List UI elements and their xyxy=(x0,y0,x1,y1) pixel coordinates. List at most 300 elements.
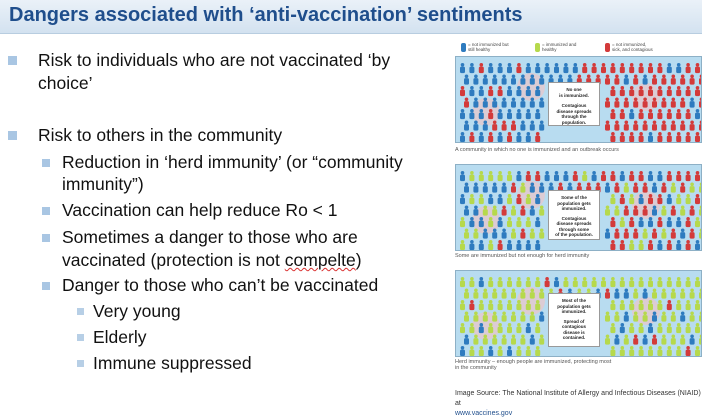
person-figure xyxy=(661,206,666,216)
person-figure xyxy=(620,109,625,119)
bullet-item: Risk to individuals who are not vaccinated ‘by xyxy=(38,49,390,72)
person-figure xyxy=(614,229,619,239)
bullet-marker xyxy=(77,360,84,367)
person-figure xyxy=(526,323,531,333)
person-figure xyxy=(686,323,691,333)
person-figure xyxy=(507,194,512,204)
person-figure xyxy=(535,300,540,310)
person-figure xyxy=(652,312,657,322)
person-figure xyxy=(516,171,521,181)
person-figure xyxy=(502,335,507,345)
person-figure xyxy=(526,217,531,227)
person-figure xyxy=(460,171,465,181)
person-figure xyxy=(605,229,610,239)
person-figure xyxy=(657,63,662,73)
person-figure xyxy=(633,289,638,299)
person-figure xyxy=(520,183,525,193)
person-figure xyxy=(671,229,676,239)
person-figure xyxy=(479,109,484,119)
person-figure xyxy=(601,63,606,73)
person-figure xyxy=(511,98,516,108)
person-figure xyxy=(667,109,672,119)
person-figure xyxy=(686,346,691,356)
person-figure xyxy=(680,229,685,239)
person-figure xyxy=(643,121,648,131)
person-figure xyxy=(633,183,638,193)
person-figure xyxy=(479,217,484,227)
person-icon xyxy=(461,43,466,52)
person-figure xyxy=(605,206,610,216)
person-figure xyxy=(639,132,644,142)
person-figure xyxy=(492,206,497,216)
person-figure xyxy=(690,335,695,345)
bullet-marker xyxy=(42,234,50,242)
person-figure xyxy=(530,312,535,322)
person-figure xyxy=(661,98,666,108)
person-figure xyxy=(629,300,634,310)
person-figure xyxy=(680,98,685,108)
person-figure xyxy=(671,98,676,108)
person-figure xyxy=(460,346,465,356)
person-figure xyxy=(643,312,648,322)
person-figure xyxy=(530,183,535,193)
person-figure xyxy=(690,98,695,108)
person-figure xyxy=(624,75,629,85)
person-figure xyxy=(498,323,503,333)
person-figure xyxy=(657,346,662,356)
person-figure xyxy=(620,323,625,333)
person-figure xyxy=(614,335,619,345)
person-figure xyxy=(690,183,695,193)
person-figure xyxy=(633,98,638,108)
sub-sub-bullet-item: Immune suppressed xyxy=(93,352,252,375)
person-figure xyxy=(473,335,478,345)
person-figure xyxy=(620,171,625,181)
person-figure xyxy=(690,229,695,239)
person-figure xyxy=(648,132,653,142)
person-figure xyxy=(639,277,644,287)
person-figure xyxy=(492,183,497,193)
person-figure xyxy=(492,121,497,131)
person-figure xyxy=(695,217,700,227)
person-figure xyxy=(699,312,701,322)
person-figure xyxy=(667,86,672,96)
person-figure xyxy=(671,335,676,345)
person-figure xyxy=(667,63,672,73)
person-figure xyxy=(516,63,521,73)
person-figure xyxy=(652,121,657,131)
person-figure xyxy=(695,171,700,181)
person-figure xyxy=(652,75,657,85)
person-figure xyxy=(676,277,681,287)
legend-red: = not immunized, sick, and contagious xyxy=(605,42,653,52)
person-figure xyxy=(614,121,619,131)
person-figure xyxy=(535,323,540,333)
bullet-marker xyxy=(8,56,17,65)
person-figure xyxy=(680,206,685,216)
person-figure xyxy=(671,75,676,85)
person-figure xyxy=(652,98,657,108)
legend-green: = immunized and healthy xyxy=(535,42,576,52)
bullet-marker xyxy=(42,207,50,215)
person-figure xyxy=(498,132,503,142)
person-figure xyxy=(535,217,540,227)
person-figure xyxy=(690,75,695,85)
person-figure xyxy=(488,63,493,73)
person-figure xyxy=(483,289,488,299)
person-figure xyxy=(652,289,657,299)
person-figure xyxy=(610,171,615,181)
person-figure xyxy=(605,183,610,193)
person-figure xyxy=(610,63,615,73)
person-figure xyxy=(498,109,503,119)
person-figure xyxy=(610,346,615,356)
person-figure xyxy=(464,312,469,322)
person-figure xyxy=(498,240,503,250)
person-figure xyxy=(464,206,469,216)
person-figure xyxy=(686,217,691,227)
person-figure xyxy=(648,277,653,287)
person-figure xyxy=(629,194,634,204)
person-figure xyxy=(624,335,629,345)
person-figure xyxy=(516,109,521,119)
person-figure xyxy=(511,289,516,299)
person-figure xyxy=(488,323,493,333)
person-figure xyxy=(488,109,493,119)
person-figure xyxy=(657,240,662,250)
person-figure xyxy=(695,346,700,356)
person-figure xyxy=(676,63,681,73)
person-figure xyxy=(460,217,465,227)
title-bar xyxy=(0,0,702,34)
person-figure xyxy=(507,346,512,356)
person-figure xyxy=(699,206,701,216)
person-figure xyxy=(498,300,503,310)
person-figure xyxy=(535,194,540,204)
panel-1-caption: A community in which no one is immunized and an outbreak occurs xyxy=(455,147,619,153)
person-figure xyxy=(629,63,634,73)
person-figure xyxy=(479,300,484,310)
panel-2-callout: Some of the population gets immunized. Contagious disease spreads through some of the population. xyxy=(548,190,600,240)
person-figure xyxy=(469,132,474,142)
person-figure xyxy=(511,75,516,85)
person-figure xyxy=(629,132,634,142)
person-figure xyxy=(690,206,695,216)
person-figure xyxy=(498,171,503,181)
person-figure xyxy=(648,63,653,73)
person-figure xyxy=(582,171,587,181)
person-figure xyxy=(539,183,544,193)
person-figure xyxy=(661,312,666,322)
person-figure xyxy=(624,289,629,299)
person-figure xyxy=(648,300,653,310)
person-figure xyxy=(633,312,638,322)
person-figure xyxy=(648,171,653,181)
person-figure xyxy=(643,206,648,216)
person-figure xyxy=(652,183,657,193)
person-figure xyxy=(643,183,648,193)
person-figure xyxy=(643,289,648,299)
person-figure xyxy=(667,240,672,250)
person-figure xyxy=(633,121,638,131)
person-figure xyxy=(507,217,512,227)
person-figure xyxy=(473,289,478,299)
person-figure xyxy=(469,323,474,333)
person-figure xyxy=(657,132,662,142)
person-figure xyxy=(502,121,507,131)
person-figure xyxy=(460,109,465,119)
person-figure xyxy=(530,289,535,299)
person-figure xyxy=(511,206,516,216)
slide-title: Dangers associated with ‘anti-vaccination’ sentiments xyxy=(9,4,523,26)
panel-1-callout: No one is immunized. Contagious disease spreads through the population. xyxy=(548,82,600,126)
person-figure xyxy=(639,109,644,119)
person-figure xyxy=(695,277,700,287)
person-figure xyxy=(624,98,629,108)
person-figure xyxy=(686,300,691,310)
person-figure xyxy=(488,346,493,356)
person-figure xyxy=(699,289,701,299)
person-figure xyxy=(592,171,597,181)
person-figure xyxy=(483,206,488,216)
person-figure xyxy=(469,63,474,73)
person-figure xyxy=(507,132,512,142)
person-figure xyxy=(573,277,578,287)
person-figure xyxy=(629,346,634,356)
person-figure xyxy=(648,109,653,119)
person-figure xyxy=(676,346,681,356)
person-figure xyxy=(507,171,512,181)
person-figure xyxy=(526,63,531,73)
person-figure xyxy=(639,63,644,73)
person-figure xyxy=(699,98,701,108)
person-figure xyxy=(535,346,540,356)
person-figure xyxy=(648,194,653,204)
person-figure xyxy=(695,194,700,204)
person-figure xyxy=(479,277,484,287)
person-figure xyxy=(479,63,484,73)
person-figure xyxy=(652,206,657,216)
person-figure xyxy=(643,229,648,239)
person-figure xyxy=(676,217,681,227)
person-figure xyxy=(511,312,516,322)
person-figure xyxy=(601,277,606,287)
person-figure xyxy=(545,63,550,73)
person-figure xyxy=(464,335,469,345)
person-figure xyxy=(530,121,535,131)
person-figure xyxy=(488,86,493,96)
person-figure xyxy=(695,86,700,96)
person-figure xyxy=(592,277,597,287)
person-figure xyxy=(469,109,474,119)
person-figure xyxy=(520,289,525,299)
person-figure xyxy=(680,183,685,193)
person-figure xyxy=(657,323,662,333)
person-figure xyxy=(610,132,615,142)
person-figure xyxy=(624,229,629,239)
person-figure xyxy=(460,240,465,250)
person-figure xyxy=(530,98,535,108)
person-figure xyxy=(469,277,474,287)
person-figure xyxy=(539,206,544,216)
person-figure xyxy=(502,229,507,239)
person-figure xyxy=(502,289,507,299)
person-figure xyxy=(469,217,474,227)
panel-3-callout: Most of the population gets immunized. Spread of contagious disease is contained. xyxy=(548,293,600,347)
person-figure xyxy=(620,132,625,142)
person-figure xyxy=(511,121,516,131)
person-figure xyxy=(460,86,465,96)
person-figure xyxy=(614,75,619,85)
person-figure xyxy=(610,194,615,204)
person-figure xyxy=(614,206,619,216)
person-figure xyxy=(667,300,672,310)
person-figure xyxy=(667,194,672,204)
person-figure xyxy=(464,98,469,108)
person-figure xyxy=(516,277,521,287)
person-figure xyxy=(492,289,497,299)
person-figure xyxy=(620,63,625,73)
person-figure xyxy=(699,183,701,193)
person-figure xyxy=(605,98,610,108)
person-figure xyxy=(620,194,625,204)
bullet-marker xyxy=(77,334,84,341)
person-figure xyxy=(520,121,525,131)
person-figure xyxy=(563,277,568,287)
person-figure xyxy=(686,86,691,96)
person-figure xyxy=(620,217,625,227)
person-figure xyxy=(469,171,474,181)
person-figure xyxy=(639,171,644,181)
person-figure xyxy=(498,63,503,73)
person-figure xyxy=(473,183,478,193)
person-figure xyxy=(620,86,625,96)
person-figure xyxy=(676,300,681,310)
person-figure xyxy=(592,63,597,73)
person-figure xyxy=(492,75,497,85)
person-figure xyxy=(643,75,648,85)
person-figure xyxy=(502,75,507,85)
person-figure xyxy=(483,335,488,345)
figure-panel-1 xyxy=(455,56,702,143)
person-figure xyxy=(676,323,681,333)
person-figure xyxy=(639,217,644,227)
person-figure xyxy=(629,217,634,227)
person-figure xyxy=(520,206,525,216)
person-figure xyxy=(479,194,484,204)
person-figure xyxy=(464,121,469,131)
bullet-item-continuation: choice’ xyxy=(38,73,93,93)
person-figure xyxy=(563,171,568,181)
person-figure xyxy=(614,183,619,193)
person-figure xyxy=(498,277,503,287)
person-figure xyxy=(483,121,488,131)
person-figure xyxy=(539,98,544,108)
person-figure xyxy=(614,289,619,299)
person-figure xyxy=(667,132,672,142)
person-figure xyxy=(633,206,638,216)
person-figure xyxy=(657,277,662,287)
person-figure xyxy=(610,217,615,227)
person-figure xyxy=(563,63,568,73)
person-figure xyxy=(629,323,634,333)
person-figure xyxy=(488,217,493,227)
person-figure xyxy=(661,183,666,193)
person-figure xyxy=(657,217,662,227)
person-figure xyxy=(629,240,634,250)
person-figure xyxy=(473,312,478,322)
person-figure xyxy=(526,346,531,356)
person-figure xyxy=(652,229,657,239)
person-figure xyxy=(507,109,512,119)
person-figure xyxy=(530,75,535,85)
person-figure xyxy=(639,86,644,96)
person-figure xyxy=(648,86,653,96)
person-figure xyxy=(460,277,465,287)
person-figure xyxy=(488,171,493,181)
person-figure xyxy=(539,312,544,322)
person-figure xyxy=(605,121,610,131)
person-figure xyxy=(639,240,644,250)
person-figure xyxy=(473,229,478,239)
person-figure xyxy=(469,86,474,96)
person-figure xyxy=(629,109,634,119)
person-figure xyxy=(511,335,516,345)
person-figure xyxy=(535,171,540,181)
person-figure xyxy=(633,229,638,239)
person-figure xyxy=(483,312,488,322)
person-figure xyxy=(610,323,615,333)
person-figure xyxy=(610,109,615,119)
person-figure xyxy=(690,289,695,299)
person-figure xyxy=(680,121,685,131)
person-figure xyxy=(502,206,507,216)
person-figure xyxy=(610,277,615,287)
person-figure xyxy=(502,98,507,108)
person-figure xyxy=(526,240,531,250)
person-figure xyxy=(671,312,676,322)
person-figure xyxy=(483,98,488,108)
source-link[interactable]: www.vaccines.gov xyxy=(455,410,513,417)
person-figure xyxy=(488,300,493,310)
bullet-marker xyxy=(8,131,17,140)
person-figure xyxy=(671,121,676,131)
person-figure xyxy=(464,229,469,239)
person-figure xyxy=(498,217,503,227)
person-figure xyxy=(671,206,676,216)
person-figure xyxy=(699,229,701,239)
person-figure xyxy=(539,335,544,345)
person-figure xyxy=(498,86,503,96)
person-figure xyxy=(639,300,644,310)
person-figure xyxy=(535,63,540,73)
person-figure xyxy=(582,277,587,287)
person-figure xyxy=(492,98,497,108)
person-figure xyxy=(614,312,619,322)
person-figure xyxy=(629,86,634,96)
person-figure xyxy=(624,312,629,322)
person-figure xyxy=(535,86,540,96)
person-figure xyxy=(643,98,648,108)
person-figure xyxy=(667,323,672,333)
person-figure xyxy=(479,346,484,356)
person-figure xyxy=(516,132,521,142)
person-figure xyxy=(639,194,644,204)
person-figure xyxy=(695,240,700,250)
person-figure xyxy=(516,300,521,310)
sub-sub-bullet-item: Very young xyxy=(93,300,181,323)
sub-bullet-item: Vaccination can help reduce Ro < 1 xyxy=(62,199,337,222)
